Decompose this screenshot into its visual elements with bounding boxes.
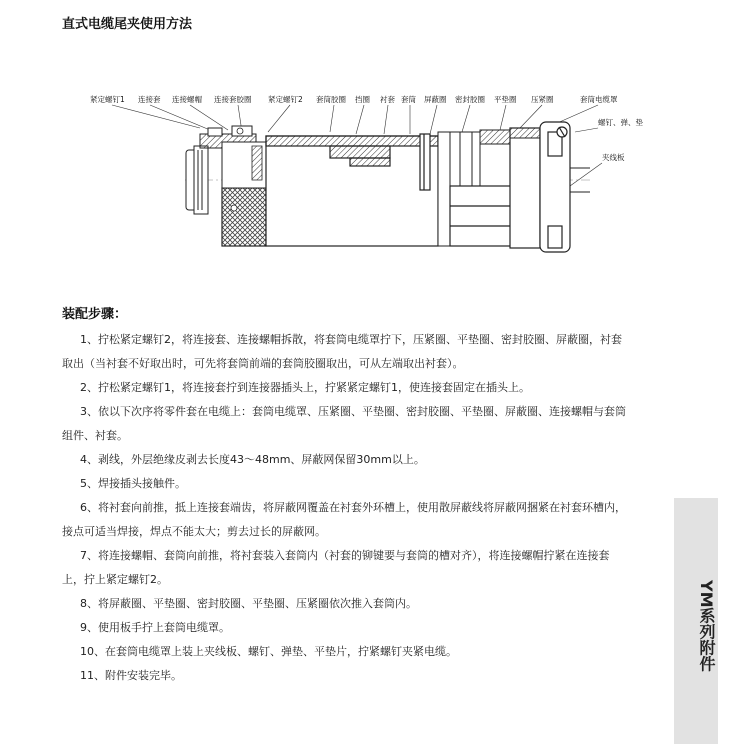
assembly-steps-heading: 装配步骤： (62, 307, 128, 322)
label-bushing: 衬套 (380, 95, 395, 104)
label-compression-ring: 压紧圈 (531, 95, 554, 104)
label-retaining-ring: 挡圈 (355, 95, 370, 104)
label-set-screw-2: 紧定螺钉2 (268, 95, 303, 104)
step-item: 8、将屏蔽圈、平垫圈、密封胶圈、平垫圈、压紧圈依次推入套筒内。 (80, 597, 417, 610)
step-item: 9、使用板手拧上套筒电缆罩。 (80, 621, 230, 634)
step-item: 10、在套筒电缆罩上装上夹线板、螺钉、弹垫、平垫片，拧紧螺钉夹紧电缆。 (80, 645, 457, 658)
step-item: 3、依以下次序将零件套在电缆上：套筒电缆罩、压紧圈、平垫圈、密封胶圈、平垫圈、屏蔽圈、连接螺帽与套筒 组件、衬套。 (62, 405, 626, 442)
step-item: 2、拧松紧定螺钉1，将连接套拧到连接器插头上，拧紧紧定螺钉1，使连接套固定在插头上。 (80, 381, 530, 394)
label-cable-cover: 套筒电缆罩 (580, 95, 618, 104)
label-flat-washer: 平垫圈 (494, 95, 517, 104)
label-barrel-rubber-ring: 套筒胶圈 (316, 95, 346, 104)
page-title: 直式电缆尾夹使用方法 (62, 17, 193, 32)
step-item: 4、剥线，外层绝缘皮剥去长度43～48mm、屏蔽网保留30mm以上。 (80, 453, 425, 466)
label-screw-spring-washer: 螺钉、弹、垫 (598, 118, 643, 127)
label-coupling-nut: 连接螺帽 (172, 95, 202, 104)
step-item: 5、焊接插头接触件。 (80, 477, 186, 490)
step-item: 1、拧松紧定螺钉2，将连接套、连接螺帽拆散，将套筒电缆罩拧下，压紧圈、平垫圈、密封胶圈、屏蔽圈，衬套 取出（当衬套不好取出时，可先将套筒前端的套筒胶圈取出，可从左端取出衬套）。 (62, 333, 622, 370)
step-item: 7、将连接螺帽、套筒向前推，将衬套装入套筒内（衬套的铆键要与套筒的槽对齐），将连接螺帽拧紧在连接套 上，拧上紧定螺钉2。 (62, 549, 610, 586)
cable-clamp-diagram (0, 80, 730, 280)
step-item: 11、附件安装完毕。 (80, 669, 182, 682)
label-seal-ring: 密封胶圈 (455, 95, 485, 104)
side-tab-label: YM系列附件 (697, 580, 716, 672)
label-sleeve-rubber-ring: 连接套胶圈 (214, 95, 252, 104)
label-set-screw-1: 紧定螺钉1 (90, 95, 125, 104)
series-side-tab (674, 498, 718, 744)
step-item: 6、将衬套向前推，抵上连接套端齿，将屏蔽网覆盖在衬套外环槽上，使用散屏蔽线将屏蔽网捆紧在衬套环槽内， 接点可适当焊接，焊点不能太大；剪去过长的屏蔽网。 (62, 501, 626, 538)
assembly-steps-list (62, 328, 674, 688)
label-clamp-plate: 夹线板 (602, 153, 625, 162)
label-shield-ring: 屏蔽圈 (424, 95, 447, 104)
label-barrel: 套筒 (401, 95, 416, 104)
label-connecting-sleeve: 连接套 (138, 95, 161, 104)
